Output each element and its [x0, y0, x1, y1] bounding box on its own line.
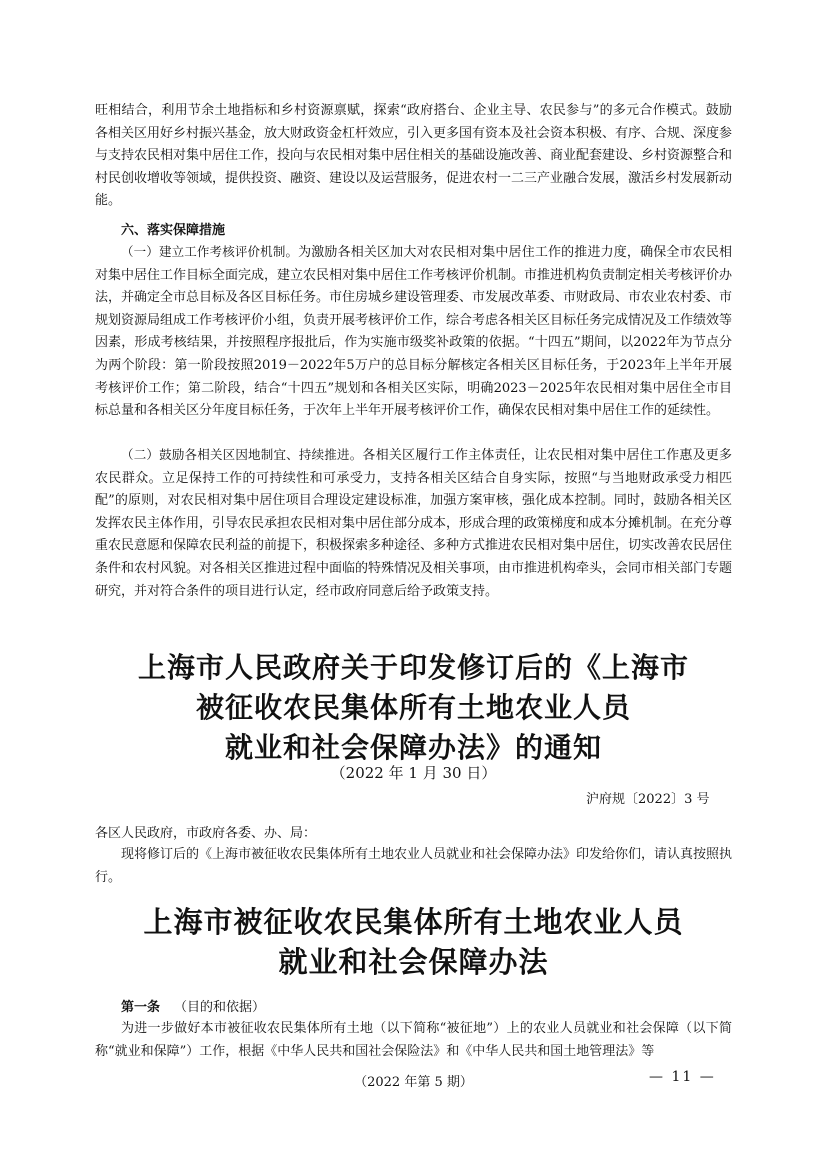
- item-lead-in: （二）鼓励各相关区因地制宜、持续推进。: [121, 447, 363, 462]
- section-item-1: [95, 241, 732, 423]
- footer-issue: （2022 年第 5 期）: [354, 1075, 473, 1090]
- item-body: 各相关区履行工作主体责任，让农民相对集中居住工作惠及更多农民群众。立足保持工作的可持续性和可承受力，支持各相关区结合自身实际，按照“与当地财政承受力相匹配”的原则，对农民相对集中居住项目合理设定建设标准，加强方案审核，强化成本控制。同时，鼓励各相关区发挥农民主体作用，引导农民承担农民相对集中居住部分成本，形成合理的政策梯度和成本分摊机制。在充分尊重农民意愿和保障农民利益的前提下，积极探索多种途径、多种方式推进农民相对集中居住，切实改善农民居住条件和农村风貌。对各相关区推进过程中面临的特殊情况及相关事项，由市推进机构牵头，会同市相关部门专题研究，并对符合条件的项目进行认定，经市政府同意后给予政策支持。: [95, 448, 733, 599]
- notice-title-line: 上海市人民政府关于印发修订后的《上海市: [137, 651, 689, 684]
- paragraph-text: 现将修订后的《上海市被征收农民集体所有土地农业人员就业和社会保障办法》印发给你们，请认真按照执行。: [95, 847, 733, 885]
- regulation-title: [60, 902, 767, 982]
- paragraph-text: 旺相结合，利用节余土地指标和乡村资源禀赋，探索“政府搭台、企业主导、农民参与”的多元合作模式。鼓励各相关区用好乡村振兴基金，放大财政资金杠杆效应，引入更多国有资本及社会资本积极、有序、合规、深度参与支持农民相对集中居住工作，投向与农民相对集中居住相关的基础设施改善、商业配套建设、乡村资源整合和村民创收增收等领域，提供投资、融资、建设以及运营服务，促进农村一二三产业融合发展，激活乡村发展新动能。: [95, 103, 733, 209]
- paragraph-text: [95, 444, 732, 603]
- regulation-title-line: 上海市被征收农民集体所有土地农业人员: [143, 905, 684, 939]
- article-1-body: [95, 1018, 732, 1063]
- document-number: 沪府规〔2022〕3 号: [586, 792, 710, 807]
- notice-body: [95, 844, 732, 889]
- page-number: — 11 —: [649, 1069, 716, 1085]
- notice-date: （2022 年 1 月 30 日）: [330, 764, 497, 782]
- paragraph-text: 为进一步做好本市被征收农民集体所有土地（以下简称“被征地”）上的农业人员就业和社会保障（以下简称“就业和保障”）工作，根据《中华人民共和国社会保险法》和《中华人民共和国土地管理法》等: [95, 1021, 732, 1059]
- regulation-title-line: 就业和社会保障办法: [278, 945, 549, 979]
- article-subject: （目的和依据）: [174, 1000, 266, 1015]
- notice-title-line: 就业和社会保障办法》的通知: [224, 731, 602, 764]
- article-1-heading: [121, 996, 265, 1015]
- article-label: 第一条: [121, 1000, 161, 1015]
- item-lead-in: （一）建立工作考核评价机制。: [121, 244, 299, 259]
- notice-title-line: 被征收农民集体所有土地农业人员: [195, 691, 631, 724]
- item-body: 为激励各相关区加大对农民相对集中居住工作的推进力度，确保全市农民相对集中居住工作目标全面完成，建立农民相对集中居住工作考核评价机制。市推进机构负责制定相关考核评价办法，并确定全市总目标及各区目标任务。市住房城乡建设管理委、市发展改革委、市财政局、市农业农村委、市规划资源局组成工作考核评价小组，负责开展考核评价工作，综合考虑各相关区目标任务完成情况及工作绩效等因素，形成考核结果，并按照程序报批后，作为实施市级奖补政策的依据。“十四五”期间，以2022年为节点分为两个阶段：第一阶段按照2019－2022年5万户的总目标分解核定各相关区目标任务，于2023年上半年开展考核评价工作；第二阶段，结合“十四五”规划和各相关区实际，明确2023－2025年农民相对集中居住全市目标总量和各相关区分年度目标任务，于次年上半年开展考核评价工作，确保农民相对集中居住工作的延续性。: [95, 245, 733, 419]
- section-item-2: [95, 444, 732, 603]
- addressee: 各区人民政府，市政府各委、办、局：: [95, 826, 317, 841]
- section-heading-6: 六、落实保障措施: [121, 223, 226, 238]
- section-top-para1: [95, 100, 732, 213]
- notice-title: [60, 648, 767, 768]
- paragraph-text: [95, 241, 732, 423]
